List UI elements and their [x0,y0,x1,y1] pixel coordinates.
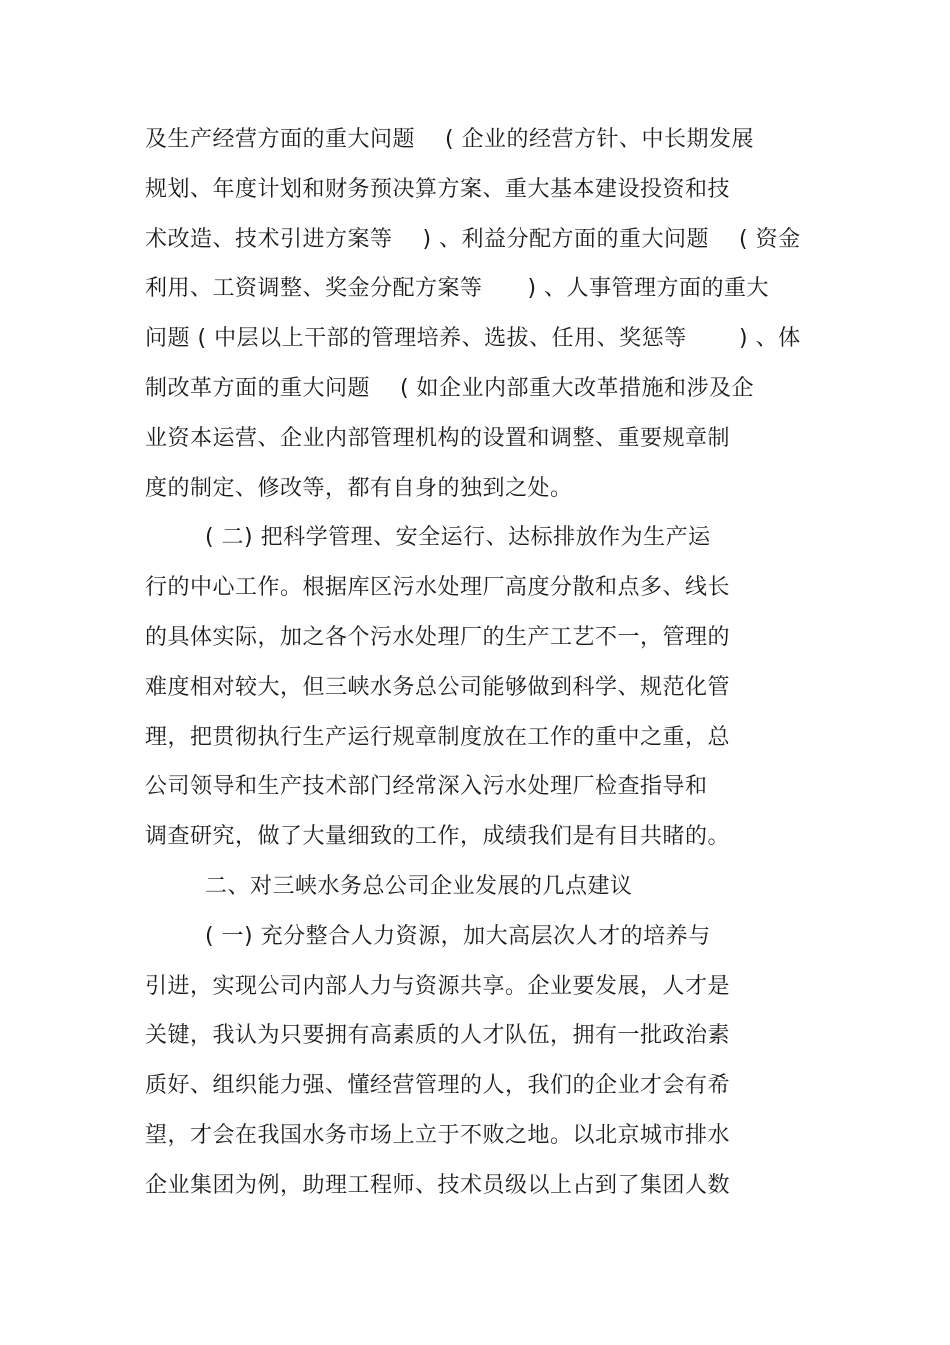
text-line: 质好、组织能力强、懂经营管理的人，我们的企业才会有希 [145,1073,731,1098]
text-line: 及生产经营方面的重大问题 ( 企业的经营方针、中长期发展 [145,127,755,152]
text-line: 业资本运营、企业内部管理机构的设置和调整、重要规章制 [145,426,731,451]
text-line: 望，才会在我国水务市场上立于不败之地。以北京城市排水 [145,1123,731,1148]
text-line: 关键，我认为只要拥有高素质的人才队伍，拥有一批政治素 [145,1023,731,1048]
text-line: 难度相对较大，但三峡水务总公司能够做到科学、规范化管 [145,675,731,700]
text-line: ( 一) 充分整合人力资源，加大高层次人才的培养与 [145,924,711,949]
text-line: 理，把贯彻执行生产运行规章制度放在工作的重中之重，总 [145,725,731,750]
text-line: 度的制定、修改等，都有自身的独到之处。 [145,476,573,501]
text-line: 规划、年度计划和财务预决算方案、重大基本建设投资和技 [145,177,731,202]
text-line: 企业集团为例，助理工程师、技术员级以上占到了集团人数 [145,1173,731,1198]
text-line: 引进，实现公司内部人力与资源共享。企业要发展，人才是 [145,974,731,999]
text-line: ( 二) 把科学管理、安全运行、达标排放作为生产运 [145,525,711,550]
text-line: 利用、工资调整、奖金分配方案等 ) 、人事管理方面的重大 [145,276,770,301]
section-heading: 二、对三峡水务总公司企业发展的几点建议 [145,874,633,899]
text-line: 调查研究，做了大量细致的工作，成绩我们是有目共睹的。 [145,824,731,849]
text-line: 问题 ( 中层以上干部的管理培养、选拔、任用、奖惩等 ) 、体 [145,326,801,351]
text-line: 术改造、技术引进方案等 ) 、利益分配方面的重大问题 ( 资金 [145,227,801,252]
text-line: 行的中心工作。根据库区污水处理厂高度分散和点多、线长 [145,575,731,600]
text-line: 公司领导和生产技术部门经常深入污水处理厂检查指导和 [145,774,708,799]
text-line: 的具体实际，加之各个污水处理厂的生产工艺不一，管理的 [145,625,731,650]
text-line: 制改革方面的重大问题 ( 如企业内部重大改革措施和涉及企 [145,376,755,401]
